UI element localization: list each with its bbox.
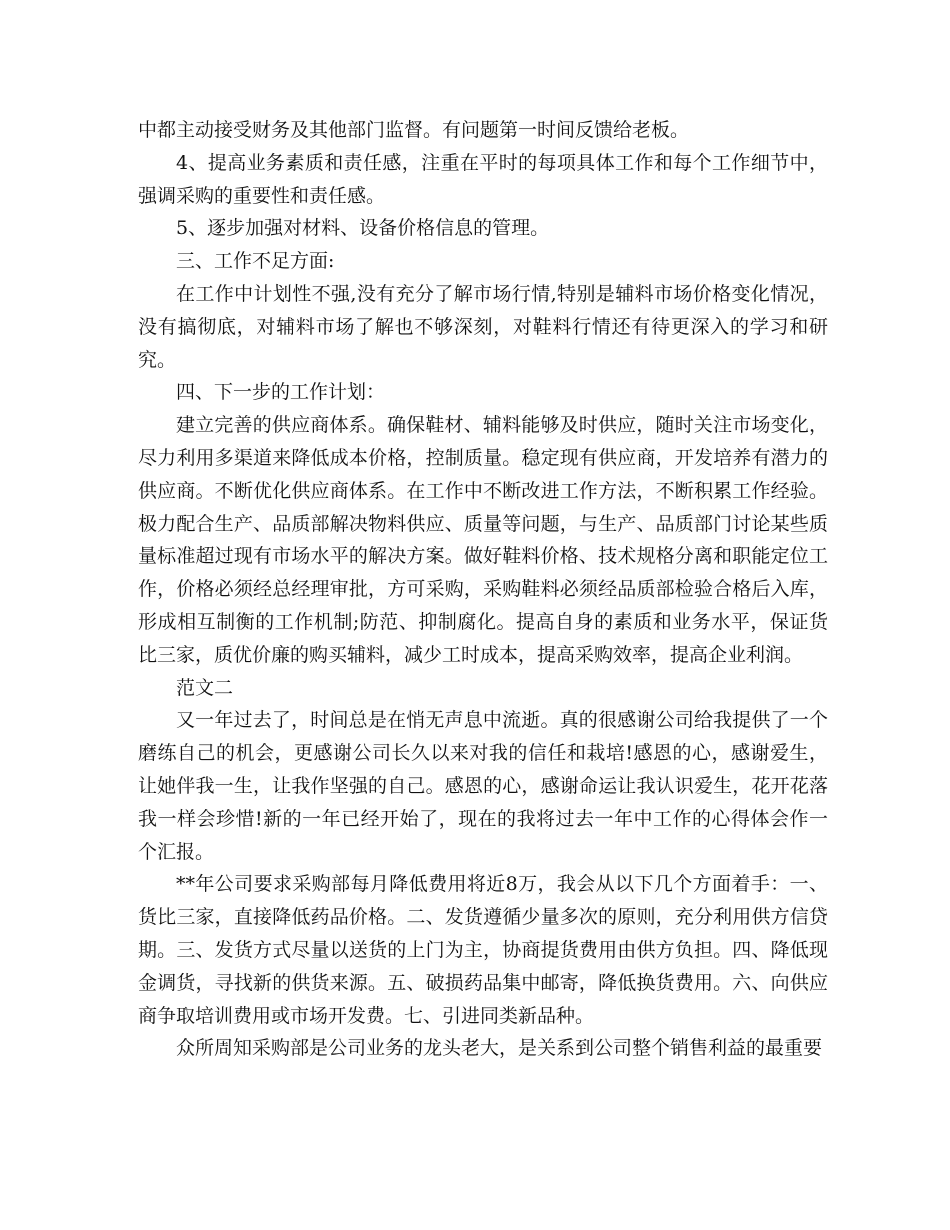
- paragraph: 5、逐步加强对材料、设备价格信息的管理。: [176, 217, 550, 240]
- paragraph: 众所周知采购部是公司业务的龙头老大，是关系到公司整个销售利益的最重要: [176, 1037, 823, 1060]
- paragraph: 4、提高业务素质和责任感，注重在平时的每项具体工作和每个工作细节中，强调采购的重要性和责任感。: [138, 151, 828, 207]
- paragraph: 在工作中计划性不强,没有充分了解市场行情,特别是辅料市场价格变化情况，没有搞彻底，对辅料市场了解也不够深刻，对鞋料行情还有待更深入的学习和研究。: [138, 282, 828, 371]
- document-body: [138, 114, 828, 1065]
- section-heading: 四、下一步的工作计划：: [176, 381, 386, 404]
- paragraph: 中都主动接受财务及其他部门监督。有问题第一时间反馈给老板。: [138, 119, 690, 141]
- paragraph: 建立完善的供应商体系。确保鞋材、辅料能够及时供应，随时关注市场变化，尽力利用多渠道来降低成本价格，控制质量。稳定现有供应商，开发培养有潜力的供应商。不断优化供应商体系。在工作中不断改进工作方法，不断积累工作经验。极力配合生产、品质部解决物料供应、质量等问题，与生产、品质部门讨论某些质量标准超过现有市场水平的解决方案。做好鞋料价格、技术规格分离和职能定位工作，价格必须经总经理审批，方可采购，采购鞋料必须经品质部检验合格后入库，形成相互制衡的工作机制;防范、抑制腐化。提高自身的素质和业务水平，保证货比三家，质优价廉的购买辅料，减少工时成本，提高采购效率，提高企业利润。: [138, 414, 828, 666]
- paragraph: **年公司要求采购部每月降低费用将近8万，我会从以下几个方面着手：一、货比三家，直接降低药品价格。二、发货遵循少量多次的原则，充分利用供方信贷期。三、发货方式尽量以送货的上门为主，协商提货费用由供方负担。四、降低现金调货，寻找新的供货来源。五、破损药品集中邮寄，降低换货费用。六、向供应商争取培训费用或市场开发费。七、引进同类新品种。: [138, 873, 828, 1027]
- section-heading: 范文二: [176, 676, 234, 699]
- paragraph: 又一年过去了，时间总是在悄无声息中流逝。真的很感谢公司给我提供了一个磨练自己的机会，更感谢公司长久以来对我的信任和栽培!感恩的心，感谢爱生，让她伴我一生，让我作坚强的自己。感恩的心，感谢命运让我认识爱生，花开花落我一样会珍惜!新的一年已经开始了，现在的我将过去一年中工作的心得体会作一个汇报。: [138, 709, 828, 863]
- section-heading: 三、工作不足方面:: [176, 250, 335, 273]
